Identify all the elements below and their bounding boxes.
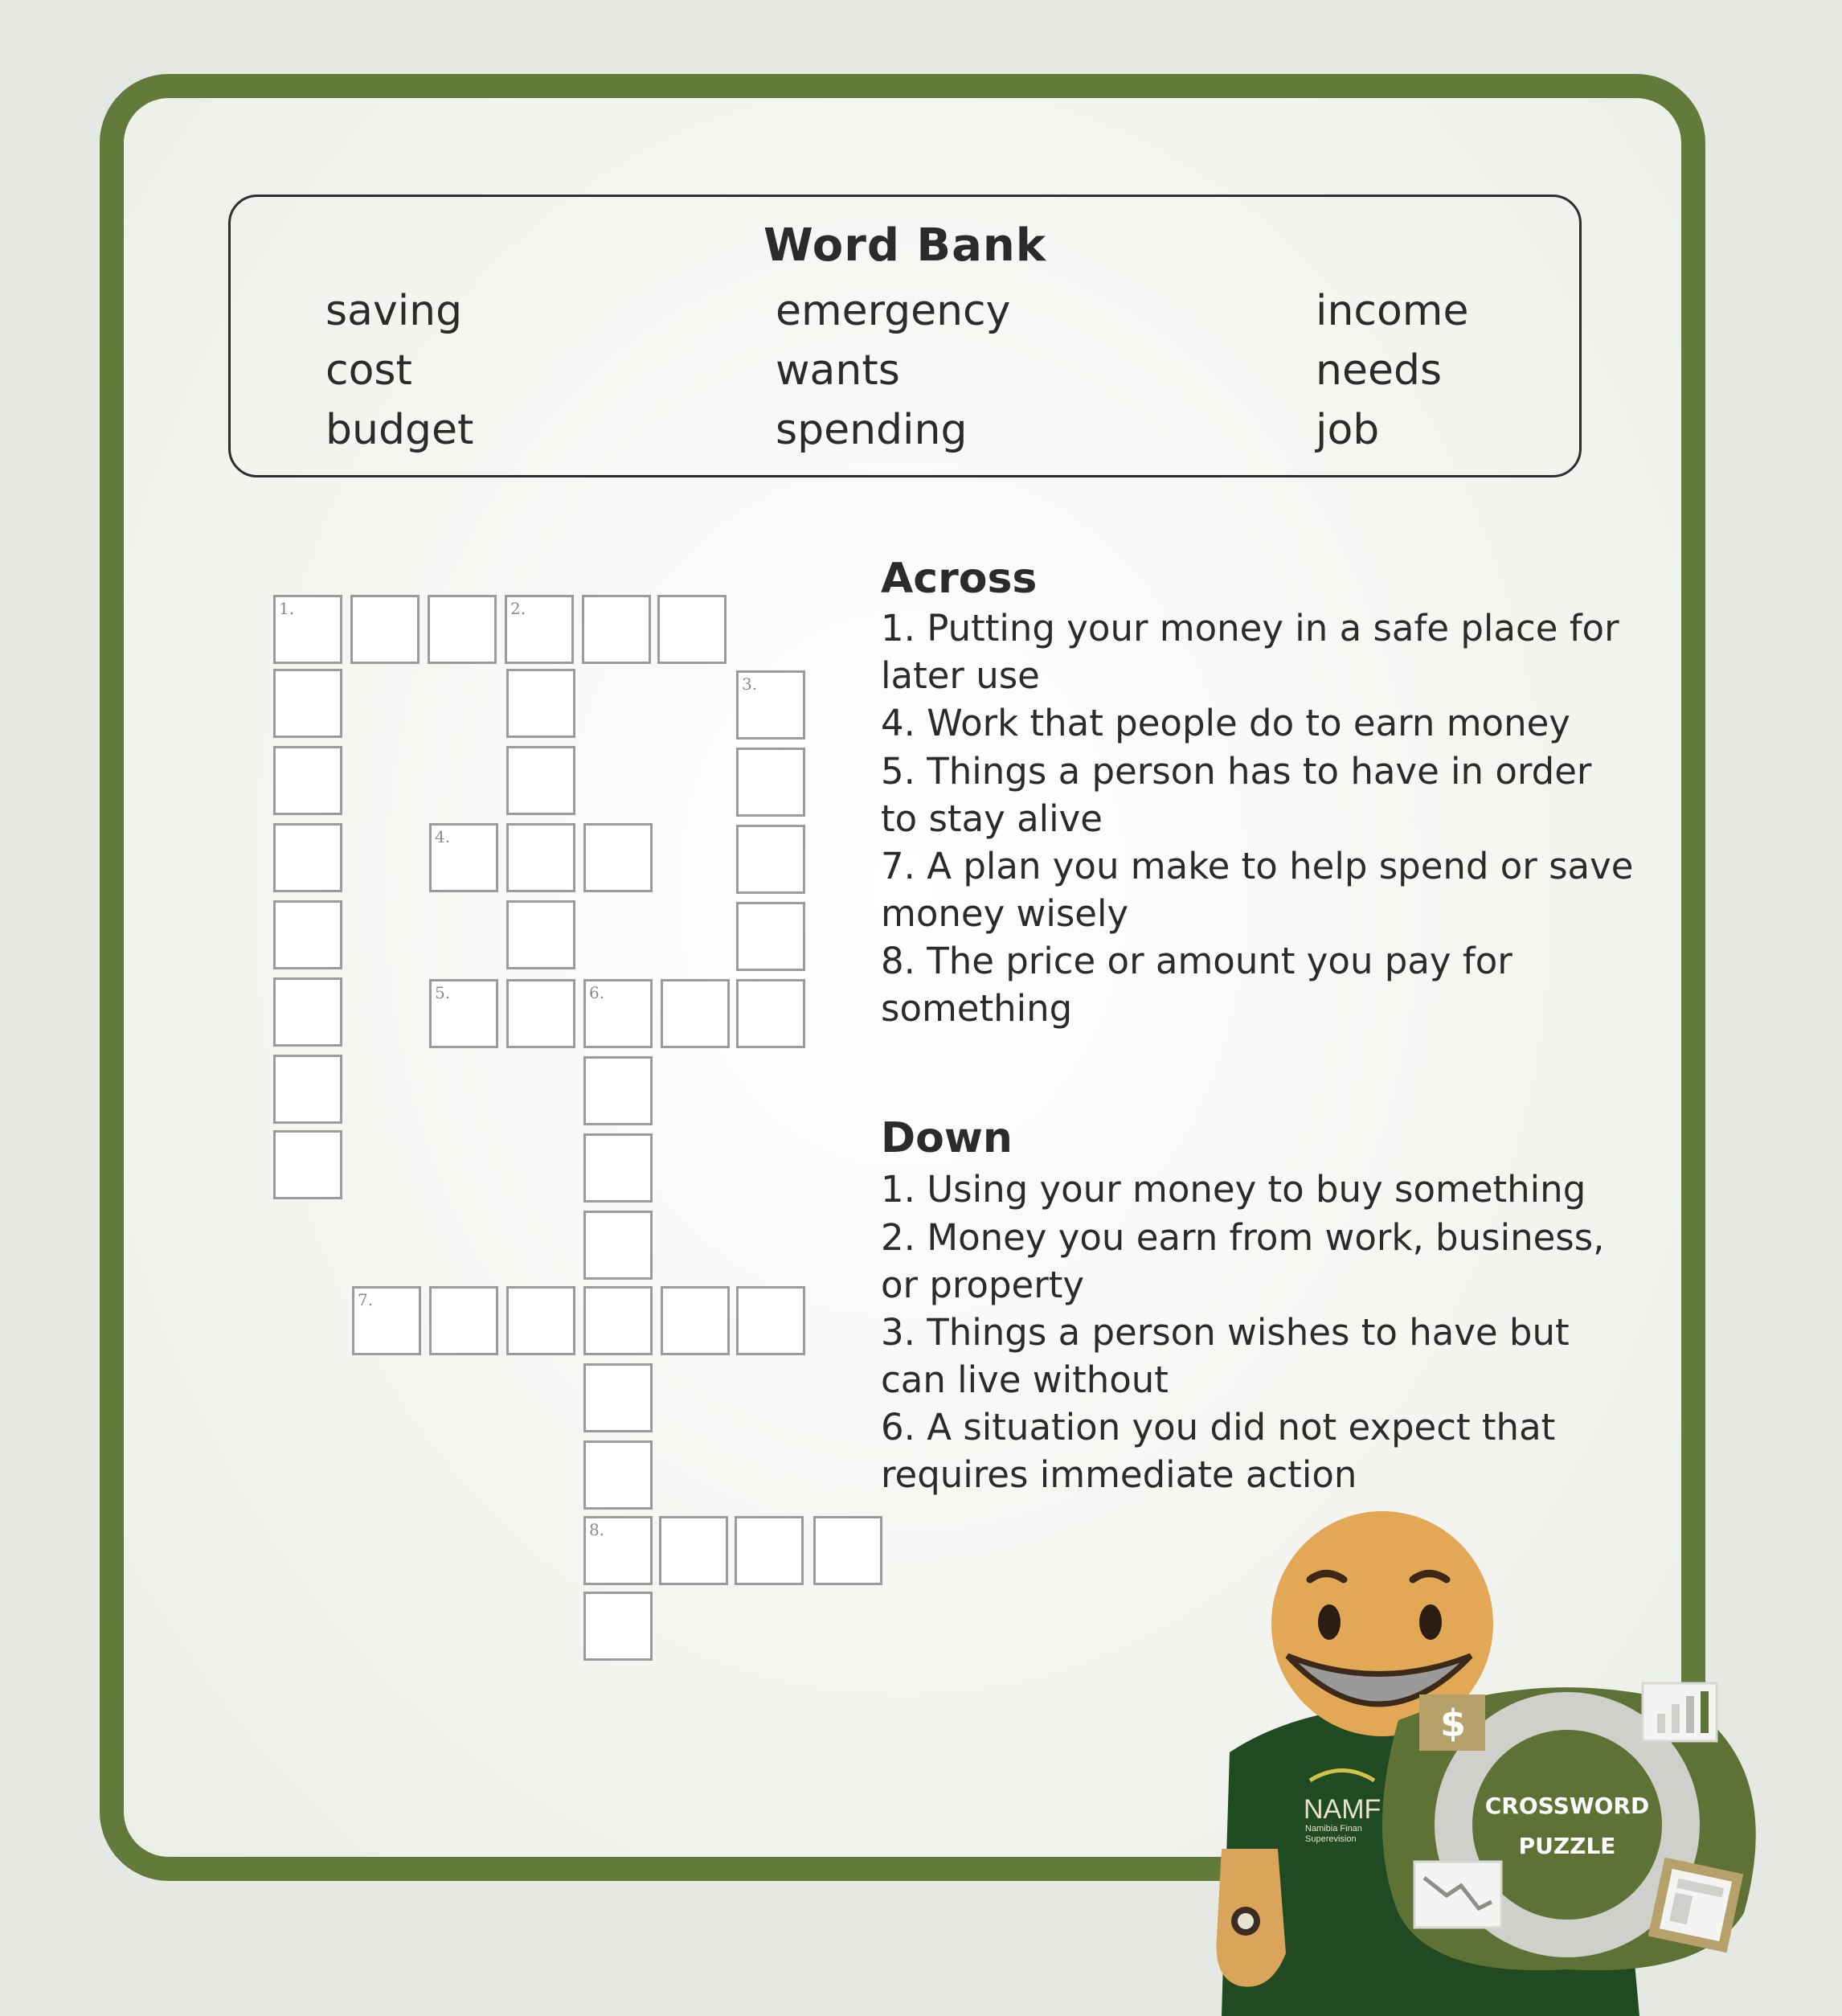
crossword-cell[interactable] bbox=[583, 1211, 653, 1280]
clue-number: 8. bbox=[589, 1520, 605, 1539]
crossword-cell[interactable] bbox=[429, 979, 498, 1048]
down-clue: 2. Money you earn from work, business, or property bbox=[881, 1216, 1605, 1306]
clue-number: 6. bbox=[589, 983, 605, 1002]
crossword-cell[interactable] bbox=[583, 1363, 653, 1432]
down-clue: 3. Things a person wishes to have but can live without bbox=[881, 1311, 1570, 1401]
word-bank-word: budget bbox=[325, 406, 474, 454]
across-clue: 1. Putting your money in a safe place for later use bbox=[881, 607, 1619, 697]
word-bank-word: spending bbox=[776, 406, 968, 454]
crossword-cell[interactable] bbox=[736, 825, 805, 894]
word-bank-word: emergency bbox=[776, 287, 1011, 335]
crossword-cell[interactable] bbox=[661, 979, 730, 1048]
shirt-brand: NAMF bbox=[1304, 1794, 1382, 1825]
crossword-cell[interactable] bbox=[505, 595, 574, 664]
down-heading: Down bbox=[881, 1114, 1013, 1162]
clue-number: 3. bbox=[742, 674, 758, 694]
shirt-subtitle: Namibia Finan bbox=[1305, 1824, 1362, 1834]
shirt-subtitle: Superevision bbox=[1305, 1834, 1357, 1844]
crossword-cell[interactable] bbox=[506, 823, 575, 892]
word-bank-word: needs bbox=[1316, 346, 1443, 395]
crossword-cell[interactable] bbox=[583, 1133, 653, 1203]
crossword-cell[interactable] bbox=[583, 823, 653, 892]
across-heading: Across bbox=[881, 555, 1038, 603]
crossword-cell[interactable] bbox=[736, 748, 805, 817]
crossword-cell[interactable] bbox=[506, 900, 575, 969]
crossword-cell[interactable] bbox=[659, 1516, 728, 1585]
crossword-cell[interactable] bbox=[736, 979, 805, 1048]
crossword-cell[interactable] bbox=[736, 902, 805, 971]
word-bank bbox=[228, 195, 1582, 477]
word-bank-word: wants bbox=[776, 346, 900, 395]
word-bank-word: job bbox=[1316, 406, 1380, 454]
line-chart-icon bbox=[1414, 1862, 1501, 1928]
crossword-cell[interactable] bbox=[273, 1130, 342, 1199]
clue-number: 1. bbox=[279, 599, 295, 618]
crossword-cell[interactable] bbox=[583, 1056, 653, 1125]
mascot-eye bbox=[1318, 1604, 1341, 1640]
crossword-cell[interactable] bbox=[273, 595, 342, 664]
crossword-cell[interactable] bbox=[506, 1286, 575, 1355]
crossword-cell[interactable] bbox=[736, 1286, 805, 1355]
crossword-cell[interactable] bbox=[661, 1286, 730, 1355]
crossword-puzzle-badge bbox=[1366, 1672, 1768, 1993]
crossword-cell[interactable] bbox=[273, 746, 342, 815]
crossword-cell[interactable] bbox=[273, 900, 342, 969]
svg-text:$: $ bbox=[1440, 1702, 1467, 1745]
crossword-cell[interactable] bbox=[273, 823, 342, 892]
crossword-cell[interactable] bbox=[736, 670, 805, 740]
crossword-cell[interactable] bbox=[583, 979, 653, 1048]
badge-title-line2: PUZZLE bbox=[1518, 1833, 1616, 1859]
crossword-cell[interactable] bbox=[657, 595, 727, 664]
crossword-cell[interactable] bbox=[506, 669, 575, 738]
crossword-cell[interactable] bbox=[429, 823, 498, 892]
word-bank-word: saving bbox=[325, 287, 463, 335]
crossword-cell[interactable] bbox=[813, 1516, 882, 1585]
crossword-cell[interactable] bbox=[583, 1516, 653, 1585]
crossword-cell[interactable] bbox=[583, 1286, 653, 1355]
mascot-eye bbox=[1419, 1604, 1442, 1640]
across-clue: 7. A plan you make to help spend or save money wisely bbox=[881, 845, 1634, 935]
crossword-cell[interactable] bbox=[582, 595, 651, 664]
clue-number: 5. bbox=[435, 983, 451, 1002]
across-clue: 8. The price or amount you pay for something bbox=[881, 940, 1512, 1030]
across-clue: 5. Things a person has to have in order to stay alive bbox=[881, 750, 1592, 840]
crossword-cell[interactable] bbox=[506, 979, 575, 1048]
word-bank-word: cost bbox=[325, 346, 412, 395]
crossword-cell[interactable] bbox=[350, 595, 420, 664]
crossword-cell[interactable] bbox=[428, 595, 497, 664]
clue-number: 7. bbox=[358, 1290, 374, 1309]
word-bank-word: income bbox=[1316, 287, 1469, 335]
crossword-cell[interactable] bbox=[583, 1440, 653, 1510]
crossword-cell[interactable] bbox=[273, 1055, 342, 1124]
crossword-cell[interactable] bbox=[273, 669, 342, 738]
crossword-cell[interactable] bbox=[429, 1286, 498, 1355]
across-clue: 4. Work that people do to earn money bbox=[881, 702, 1570, 744]
down-clue: 1. Using your money to buy something bbox=[881, 1168, 1586, 1211]
crossword-cell[interactable] bbox=[352, 1286, 421, 1355]
crossword-cell[interactable] bbox=[583, 1592, 653, 1661]
crossword-cell[interactable] bbox=[735, 1516, 804, 1585]
word-bank-title: Word Bank bbox=[763, 219, 1047, 272]
crossword-cell[interactable] bbox=[273, 977, 342, 1047]
down-clue: 6. A situation you did not expect that requires immediate action bbox=[881, 1406, 1556, 1496]
clue-number: 2. bbox=[510, 599, 526, 618]
clue-number: 4. bbox=[435, 827, 451, 846]
badge-title-line1: CROSSWORD bbox=[1484, 1793, 1650, 1819]
crossword-cell[interactable] bbox=[506, 746, 575, 815]
